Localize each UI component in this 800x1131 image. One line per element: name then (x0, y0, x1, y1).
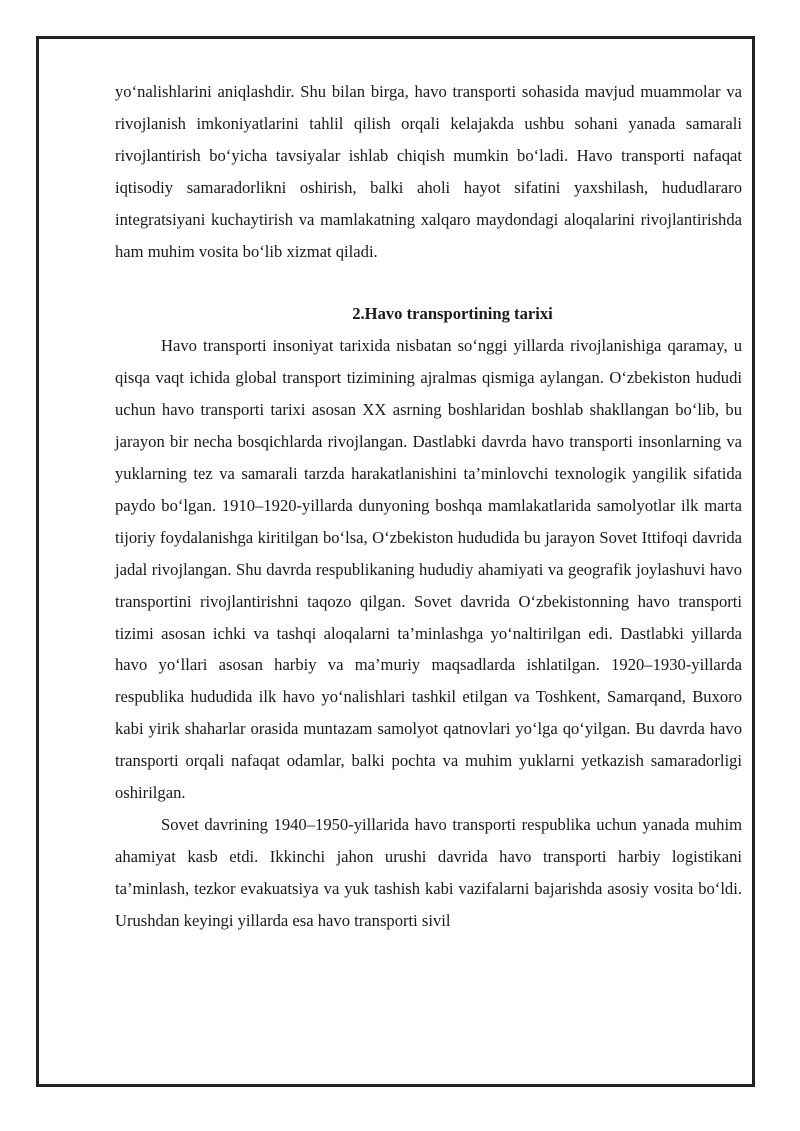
paragraph-intro-continuation: yo‘nalishlarini aniqlashdir. Shu bilan birga, havo transporti sohasida mavjud muammolar va rivojlanish imkoniyatlarini tahlil qilish orqali kelajakda ushbu sohani yanada samarali rivojlantirish bo‘yicha tavsiyalar ishlab chiqish mumkin bo‘ladi. Havo transporti nafaqat iqtisodiy samaradorlikni oshirish, balki aholi hayot sifatini yaxshilash, hududlararo integratsiyani kuchaytirish va mamlakatning xalqaro maydondagi aloqalarini rivojlantirishda ham muhim vosita bo‘lib xizmat qiladi. (115, 82, 742, 261)
section-heading: 2.Havo transportining tarixi (352, 304, 553, 324)
document-body (115, 76, 742, 937)
paragraph-history: Havo transporti insoniyat tarixida nisbatan so‘nggi yillarda rivojlanishiga qaramay, u qisqa vaqt ichida global transport tizimining ajralmas qismiga aylangan. O‘zbekiston hududi uchun havo transporti tarixi asosan XX asrning boshlaridan boshlab shakllangan bo‘lib, bu jarayon bir necha bosqichlarda rivojlangan. Dastlabki davrda havo transporti insonlarning va yuklarning tez va samarali tarzda harakatlanishini ta’minlovchi texnologik yangilik sifatida paydo bo‘lgan. 1910–1920-yillarda dunyoning boshqa mamlakatlarida samolyotlar ilk marta tijoriy foydalanishga kiritilgan bo‘lsa, O‘zbekiston hududida bu jarayon Sovet Ittifoqi davrida jadal rivojlangan. Shu davrda respublikaning hududiy ahamiyati va geografik joylashuvi havo transportini rivojlantirishni taqozo qilgan. Sovet davrida O‘zbekistonning havo transporti tizimi asosan ichki va tashqi aloqalarni ta’minlashga yo‘naltirilgan edi. Dastlabki yillarda havo yo‘llari asosan harbiy va ma’muriy maqsadlarda ishlatilgan. 1920–1930-yillarda respublika hududida ilk havo yo‘nalishlari tashkil etilgan va Toshkent, Samarqand, Buxoro kabi yirik shaharlar orasida muntazam samolyot qatnovlari yo‘lga qo‘yilgan. Bu davrda havo transporti orqali nafaqat odamlar, balki pochta va muhim yuklarni yetkazish samaradorligi oshirilgan. (115, 336, 742, 803)
paragraph-soviet-period: Sovet davrining 1940–1950-yillarida havo transporti respublika uchun yanada muhim ahamiyat kasb etdi. Ikkinchi jahon urushi davrida havo transporti harbiy logistikani ta’minlash, tezkor evakuatsiya va yuk tashish kabi vazifalarni bajarishda asosiy vosita bo‘ldi. Urushdan keyingi yillarda esa havo transporti sivil (115, 814, 742, 930)
